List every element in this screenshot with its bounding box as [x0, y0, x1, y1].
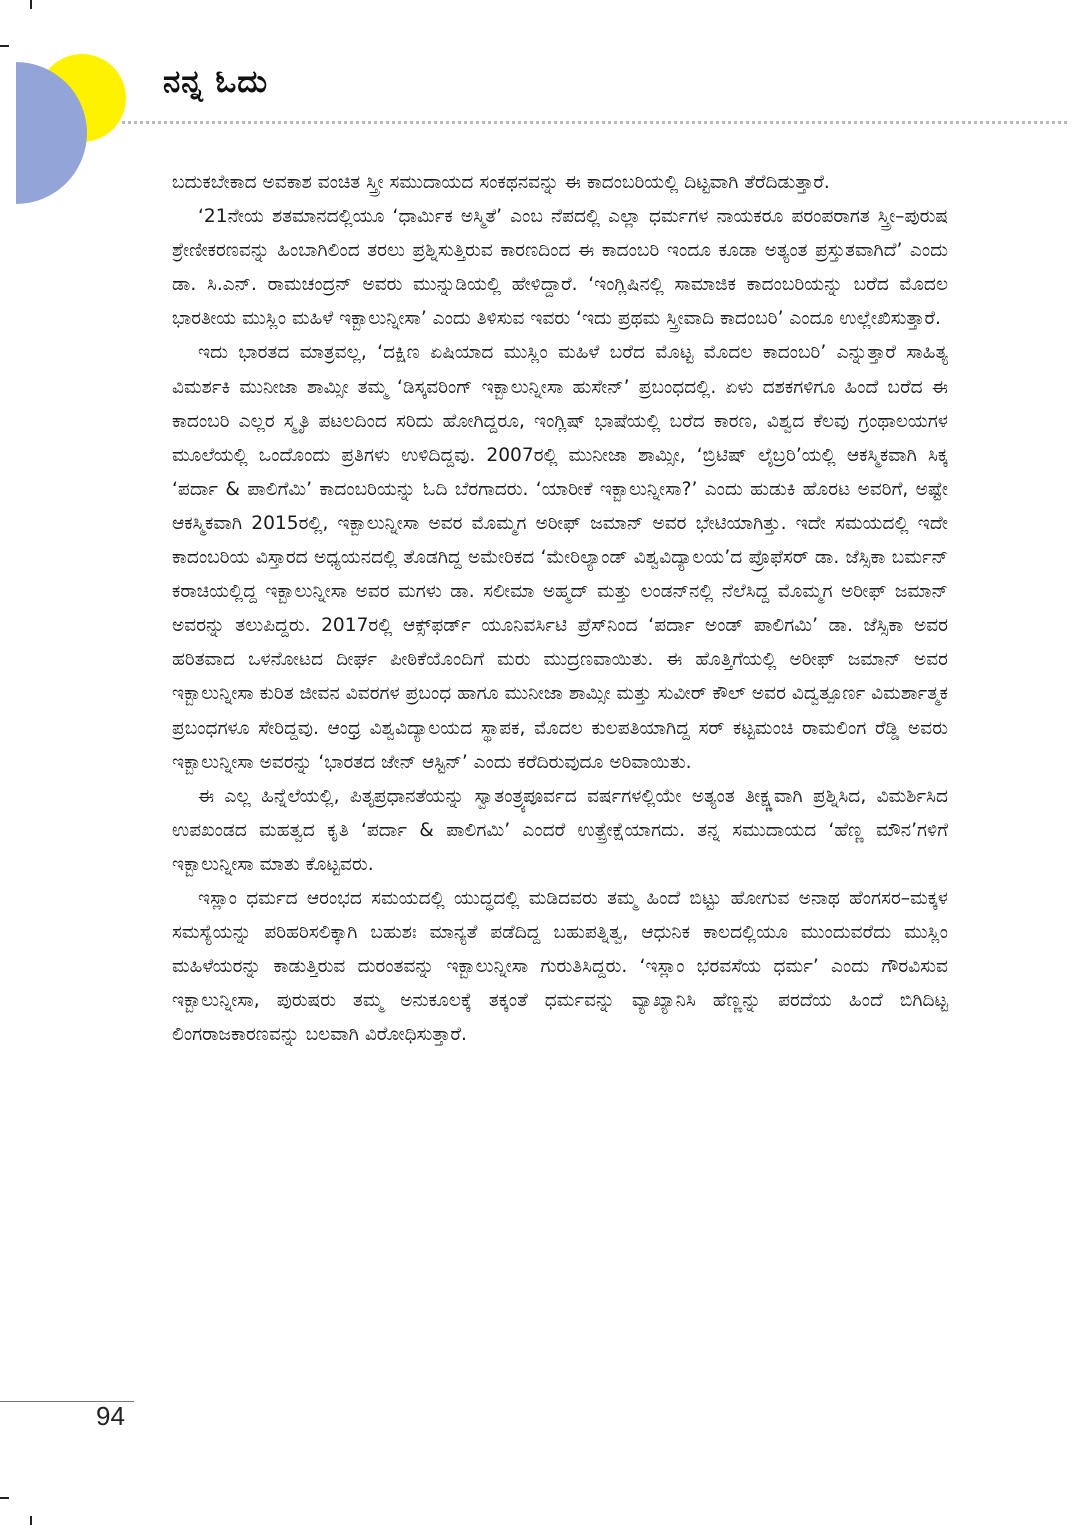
crop-mark-left-lower	[0, 1497, 9, 1499]
page-number: 94	[96, 1401, 125, 1431]
page-header-title: ನನ್ನ ಓದು	[163, 64, 269, 100]
header-dotted-rule	[122, 121, 1067, 124]
paragraph: ಬದುಕಬೇಕಾದ ಅವಕಾಶ ವಂಚಿತ ಸ್ತ್ರೀ ಸಮುದಾಯದ ಸಂಕಥನವನ್ನು ಈ ಕಾದಂಬರಿಯಲ್ಲಿ ದಿಟ್ಟವಾಗಿ ತೆರೆದಿಡುತ್ತಾರೆ.	[172, 172, 830, 193]
paragraph: ‘21ನೇಯ ಶತಮಾನದಲ್ಲಿಯೂ ‘ಧಾರ್ಮಿಕ ಅಸ್ಮಿತೆ’ ಎಂಬ ನೆಪದಲ್ಲಿ ಎಲ್ಲಾ ಧರ್ಮಗಳ ನಾಯಕರೂ ಪರಂಪರಾಗತ ಸ್ತ್ರೀ–ಪುರುಷ ಶ್ರೇಣೀಕರಣವನ್ನು ಹಿಂಬಾಗಿಲಿಂದ ತರಲು ಪ್ರಶ್ನಿಸುತ್ತಿರುವ ಕಾರಣದಿಂದ ಈ ಕಾದಂಬರಿ ಇಂದೂ ಕೂಡಾ ಅತ್ಯಂತ ಪ್ರಸ್ತುತವಾಗಿದೆ’ ಎಂದು ಡಾ. ಸಿ.ಎನ್. ರಾಮಚಂದ್ರನ್ ಅವರು ಮುನ್ನುಡಿಯಲ್ಲಿ ಹೇಳಿದ್ದಾರೆ. ‘ಇಂಗ್ಲಿಷಿನಲ್ಲಿ ಸಾಮಾಜಿಕ ಕಾದಂಬರಿಯನ್ನು ಬರೆದ ಮೊದಲ ಭಾರತೀಯ ಮುಸ್ಲಿಂ ಮಹಿಳೆ ಇಕ್ಬಾಲುನ್ನೀಸಾ’ ಎಂದು ತಿಳಿಸುವ ಇವರು ‘ಇದು ಪ್ರಥಮ ಸ್ತ್ರೀವಾದಿ ಕಾದಂಬರಿ’ ಎಂದೂ ಉಲ್ಲೇಖಿಸುತ್ತಾರೆ.	[172, 206, 948, 330]
paragraph: ಈ ಎಲ್ಲ ಹಿನ್ನೆಲೆಯಲ್ಲಿ, ಪಿತೃಪ್ರಧಾನತೆಯನ್ನು ಸ್ವಾತಂತ್ರ್ಯಪೂರ್ವದ ವರ್ಷಗಳಲ್ಲಿಯೇ ಅತ್ಯಂತ ತೀಕ್ಷ್ಣವಾಗಿ ಪ್ರಶ್ನಿಸಿದ, ವಿಮರ್ಶಿಸಿದ ಉಪಖಂಡದ ಮಹತ್ವದ ಕೃತಿ ‘ಪರ್ದಾ & ಪಾಲಿಗಮಿ’ ಎಂದರೆ ಉತ್ಪ್ರೇಕ್ಷೆಯಾಗದು. ತನ್ನ ಸಮುದಾಯದ ‘ಹೆಣ್ಣ ಮೌನ’ಗಳಿಗೆ ಇಕ್ಬಾಲುನ್ನೀಸಾ ಮಾತು ಕೊಟ್ಟವರು.	[172, 785, 948, 875]
article-body	[172, 166, 948, 1052]
crop-mark-bottom-left	[30, 1516, 32, 1525]
header-decoration	[0, 0, 140, 215]
paragraph: ಇಸ್ಲಾಂ ಧರ್ಮದ ಆರಂಭದ ಸಮಯದಲ್ಲಿ ಯುದ್ಧದಲ್ಲಿ ಮಡಿದವರು ತಮ್ಮ ಹಿಂದೆ ಬಿಟ್ಟು ಹೋಗುವ ಅನಾಥ ಹೆಂಗಸರ–ಮಕ್ಕಳ ಸಮಸ್ಯೆಯನ್ನು ಪರಿಹರಿಸಲಿಕ್ಕಾಗಿ ಬಹುಶಃ ಮಾನ್ಯತೆ ಪಡೆದಿದ್ದ ಬಹುಪತ್ನಿತ್ವ, ಆಧುನಿಕ ಕಾಲದಲ್ಲಿಯೂ ಮುಂದುವರೆದು ಮುಸ್ಲಿಂ ಮಹಿಳೆಯರನ್ನು ಕಾಡುತ್ತಿರುವ ದುರಂತವನ್ನು ಇಕ್ಬಾಲುನ್ನೀಸಾ ಗುರುತಿಸಿದ್ದರು. ‘ಇಸ್ಲಾಂ ಭರವಸೆಯ ಧರ್ಮ’ ಎಂದು ಗೌರವಿಸುವ ಇಕ್ಬಾಲುನ್ನೀಸಾ, ಪುರುಷರು ತಮ್ಮ ಅನುಕೂಲಕ್ಕೆ ತಕ್ಕಂತೆ ಧರ್ಮವನ್ನು ವ್ಯಾಖ್ಯಾನಿಸಿ ಹೆಣ್ಣನ್ನು ಪರದೆಯ ಹಿಂದೆ ಬಿಗಿದಿಟ್ಟ ಲಿಂಗರಾಜಕಾರಣವನ್ನು ಬಲವಾಗಿ ವಿರೋಧಿಸುತ್ತಾರೆ.	[172, 887, 948, 1046]
paragraph: ಇದು ಭಾರತದ ಮಾತ್ರವಲ್ಲ, ‘ದಕ್ಷಿಣ ಏಷಿಯಾದ ಮುಸ್ಲಿಂ ಮಹಿಳೆ ಬರೆದ ಮೊಟ್ಟ ಮೊದಲ ಕಾದಂಬರಿ’ ಎನ್ನುತ್ತಾರೆ ಸಾಹಿತ್ಯ ವಿಮರ್ಶಕಿ ಮುನೀಜಾ ಶಾಮ್ಸೀ ತಮ್ಮ ‘ಡಿಸ್ಕವರಿಂಗ್ ಇಕ್ಬಾಲುನ್ನೀಸಾ ಹುಸೇನ್’ ಪ್ರಬಂಧದಲ್ಲಿ. ಏಳು ದಶಕಗಳಿಗೂ ಹಿಂದೆ ಬರೆದ ಈ ಕಾದಂಬರಿ ಎಲ್ಲರ ಸ್ಮೃತಿ ಪಟಲದಿಂದ ಸರಿದು ಹೋಗಿದ್ದರೂ, ಇಂಗ್ಲಿಷ್ ಭಾಷೆಯಲ್ಲಿ ಬರೆದ ಕಾರಣ, ವಿಶ್ವದ ಕೆಲವು ಗ್ರಂಥಾಲಯಗಳ ಮೂಲೆಯಲ್ಲಿ ಒಂದೊಂದು ಪ್ರತಿಗಳು ಉಳಿದಿದ್ದವು. 2007ರಲ್ಲಿ ಮುನೀಜಾ ಶಾಮ್ಸೀ, ‘ಬ್ರಿಟಿಷ್ ಲೈಬ್ರರಿ’ಯಲ್ಲಿ ಆಕಸ್ಮಿಕವಾಗಿ ಸಿಕ್ಕ ‘ಪರ್ದಾ & ಪಾಲಿಗೆಮಿ’ ಕಾದಂಬರಿಯನ್ನು ಓದಿ ಬೆರಗಾದರು. ‘ಯಾರೀಕೆ ಇಕ್ಬಾಲುನ್ನೀಸಾ?’ ಎಂದು ಹುಡುಕಿ ಹೊರಟ ಅವರಿಗೆ, ಅಷ್ಟೇ ಆಕಸ್ಮಿಕವಾಗಿ 2015ರಲ್ಲಿ, ಇಕ್ಬಾಲುನ್ನೀಸಾ ಅವರ ಮೊಮ್ಮಗ ಅರೀಫ್ ಜಮಾನ್ ಅವರ ಭೇಟಿಯಾಗಿತ್ತು. ಇದೇ ಸಮಯದಲ್ಲಿ ಇದೇ ಕಾದಂಬರಿಯ ವಿಸ್ತಾರದ ಅಧ್ಯಯನದಲ್ಲಿ ತೊಡಗಿದ್ದ ಅಮೇರಿಕದ ‘ಮೇರಿಲ್ಯಾಂಡ್ ವಿಶ್ವವಿದ್ಯಾಲಯ’ದ ಪ್ರೊಫೆಸರ್ ಡಾ. ಜೆಸ್ಸಿಕಾ ಬರ್ಮನ್ ಕರಾಚಿಯಲ್ಲಿದ್ದ ಇಕ್ಬಾಲುನ್ನೀಸಾ ಅವರ ಮಗಳು ಡಾ. ಸಲೀಮಾ ಅಹ್ಮದ್ ಮತ್ತು ಲಂಡನ್‌ನಲ್ಲಿ ನೆಲೆಸಿದ್ದ ಮೊಮ್ಮಗ ಅರೀಫ್ ಜಮಾನ್ ಅವರನ್ನು ತಲುಪಿದ್ದರು. 2017ರಲ್ಲಿ ಆಕ್ಸ್‌ಫರ್ಡ್ ಯೂನಿವರ್ಸಿಟಿ ಪ್ರೆಸ್‌ನಿಂದ ‘ಪರ್ದಾ ಅಂಡ್ ಪಾಲಿಗಮಿ’ ಡಾ. ಜೆಸ್ಸಿಕಾ ಅವರ ಹರಿತವಾದ ಒಳನೋಟದ ದೀರ್ಘ ಪೀಠಿಕೆಯೊಂದಿಗೆ ಮರು ಮುದ್ರಣವಾಯಿತು. ಈ ಹೊತ್ತಿಗೆಯಲ್ಲಿ ಅರೀಫ್ ಜಮಾನ್ ಅವರ ಇಕ್ಬಾಲುನ್ನೀಸಾ ಕುರಿತ ಜೀವನ ವಿವರಗಳ ಪ್ರಬಂಧ ಹಾಗೂ ಮುನೀಜಾ ಶಾಮ್ಸೀ ಮತ್ತು ಸುವೀರ್ ಕೌಲ್ ಅವರ ವಿದ್ವತ್ಪೂರ್ಣ ವಿಮರ್ಶಾತ್ಮಕ ಪ್ರಬಂಧಗಳೂ ಸೇರಿದ್ದವು. ಆಂಧ್ರ ವಿಶ್ವವಿದ್ಯಾಲಯದ ಸ್ಥಾಪಕ, ಮೊದಲ ಕುಲಪತಿಯಾಗಿದ್ದ ಸರ್ ಕಟ್ಟಮಂಚಿ ರಾಮಲಿಂಗ ರೆಡ್ಡಿ ಅವರು ಇಕ್ಬಾಲುನ್ನೀಸಾ ಅವರನ್ನು ‘ಭಾರತದ ಜೇನ್ ಆಸ್ಟಿನ್’ ಎಂದು ಕರೆದಿರುವುದೂ ಅರಿವಾಯಿತು.	[172, 342, 948, 773]
